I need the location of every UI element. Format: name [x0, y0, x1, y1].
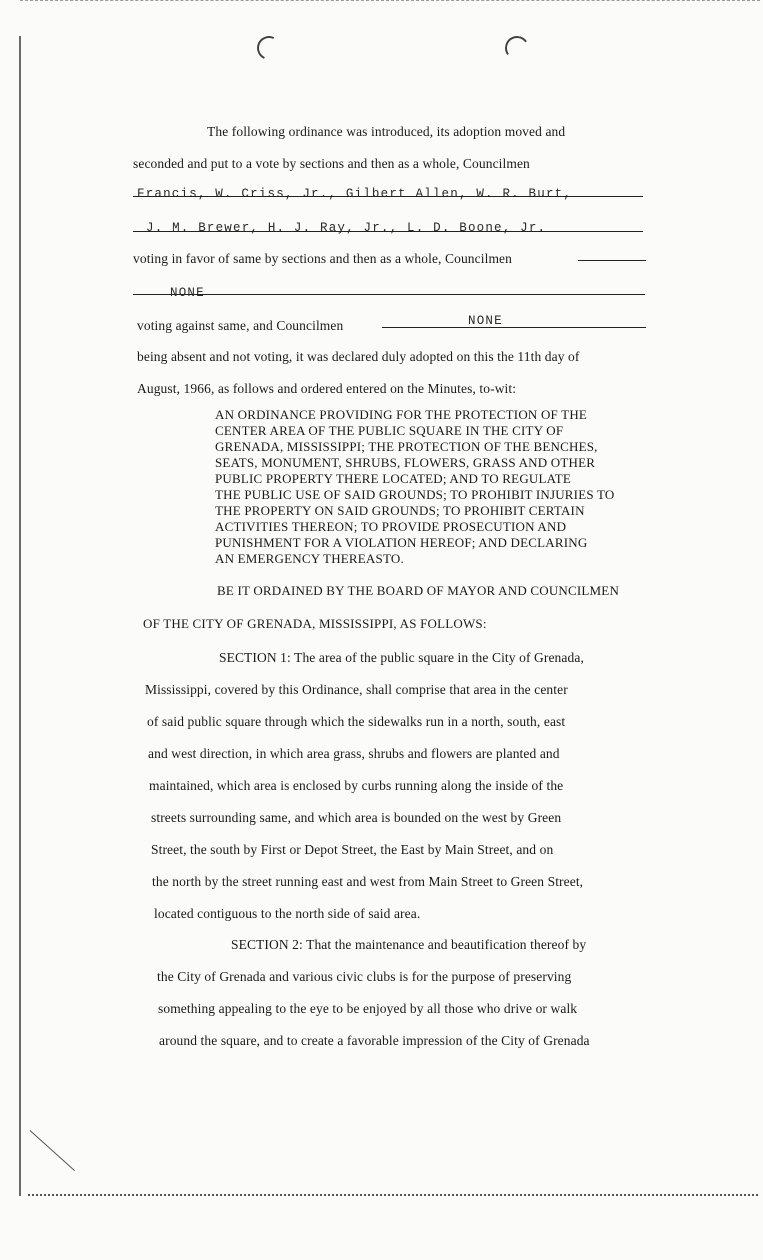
section-1-line: streets surrounding same, and which area is bounded on the west by Green — [151, 810, 562, 825]
ordinance-title-line: GRENADA, MISSISSIPPI; THE PROTECTION OF THE BENCHES, — [215, 439, 598, 454]
ordinance-title-line: SEATS, MONUMENT, SHRUBS, FLOWERS, GRASS AND OTHER — [215, 455, 596, 470]
section-1-line: of said public square through which the sidewalks run in a north, south, east — [147, 714, 566, 729]
scan-edge-left — [19, 36, 21, 1196]
intro-line-6: August, 1966, as follows and ordered entered on the Minutes, to-wit: — [137, 381, 517, 396]
section-2-line: something appealing to the eye to be enjoyed by all those who drive or walk — [158, 1001, 578, 1016]
ordinance-title-line: AN EMERGENCY THEREASTO. — [215, 551, 404, 566]
ordinance-title-line: THE PUBLIC USE OF SAID GROUNDS; TO PROHIBIT INJURIES TO — [215, 487, 615, 502]
councilmen-in-favor-1: Francis, W. Criss, Jr., Gilbert Allen, W. R. Burt, — [137, 187, 573, 201]
councilmen-in-favor-2: J. M. Brewer, H. J. Ray, Jr., L. D. Boone, Jr. — [146, 221, 547, 235]
blank-line — [133, 231, 643, 232]
intro-line-4: voting against same, and Councilmen — [137, 318, 344, 333]
intro-line-3: voting in favor of same by sections and then as a whole, Councilmen — [133, 251, 512, 266]
ordinance-title-line: PUBLIC PROPERTY THERE LOCATED; AND TO REGULATE — [215, 471, 572, 486]
enacting-clause-line-2: OF THE CITY OF GRENADA, MISSISSIPPI, AS FOLLOWS: — [143, 616, 487, 631]
binder-hole-right — [503, 34, 531, 62]
blank-line — [578, 260, 646, 261]
councilmen-against: NONE — [170, 286, 205, 300]
ordinance-title-line: PUNISHMENT FOR A VIOLATION HEREOF; AND DECLARING — [215, 535, 588, 550]
intro-line-5: being absent and not voting, it was declared duly adopted on this the 11th day of — [137, 349, 580, 364]
scan-edge-bottom — [28, 1194, 758, 1196]
section-2-line: SECTION 2: That the maintenance and beautification thereof by — [231, 937, 587, 952]
ordinance-title-line: ACTIVITIES THEREON; TO PROVIDE PROSECUTION AND — [215, 519, 567, 534]
blank-line — [133, 294, 645, 295]
councilmen-absent: NONE — [468, 314, 503, 328]
enacting-clause-line-1: BE IT ORDAINED BY THE BOARD OF MAYOR AND COUNCILMEN — [217, 583, 620, 598]
intro-line-1: The following ordinance was introduced, its adoption moved and — [207, 124, 566, 139]
ordinance-title-line: THE PROPERTY ON SAID GROUNDS; TO PROHIBIT CERTAIN — [215, 503, 585, 518]
section-2-line: around the square, and to create a favorable impression of the City of Grenada — [159, 1033, 590, 1048]
section-1-line: and west direction, in which area grass, shrubs and flowers are planted and — [148, 746, 560, 761]
section-2-line: the City of Grenada and various civic clubs is for the purpose of preserving — [157, 969, 572, 984]
section-1-line: Mississippi, covered by this Ordinance, shall comprise that area in the center — [145, 682, 568, 697]
section-1-line: located contiguous to the north side of said area. — [154, 906, 421, 921]
scan-edge-top — [20, 0, 760, 3]
scan-mark — [30, 1130, 75, 1171]
binder-hole-left — [254, 33, 285, 64]
section-1-line: SECTION 1: The area of the public square in the City of Grenada, — [219, 650, 584, 665]
blank-line — [133, 196, 643, 197]
section-1-line: the north by the street running east and west from Main Street to Green Street, — [152, 874, 584, 889]
blank-line — [382, 327, 646, 328]
section-1-line: Street, the south by First or Depot Street, the East by Main Street, and on — [151, 842, 554, 857]
section-1-line: maintained, which area is enclosed by curbs running along the inside of the — [149, 778, 564, 793]
ordinance-title-line: AN ORDINANCE PROVIDING FOR THE PROTECTION OF THE — [215, 407, 588, 422]
intro-line-2: seconded and put to a vote by sections and then as a whole, Councilmen — [133, 156, 530, 171]
ordinance-title-line: CENTER AREA OF THE PUBLIC SQUARE IN THE CITY OF — [215, 423, 564, 438]
